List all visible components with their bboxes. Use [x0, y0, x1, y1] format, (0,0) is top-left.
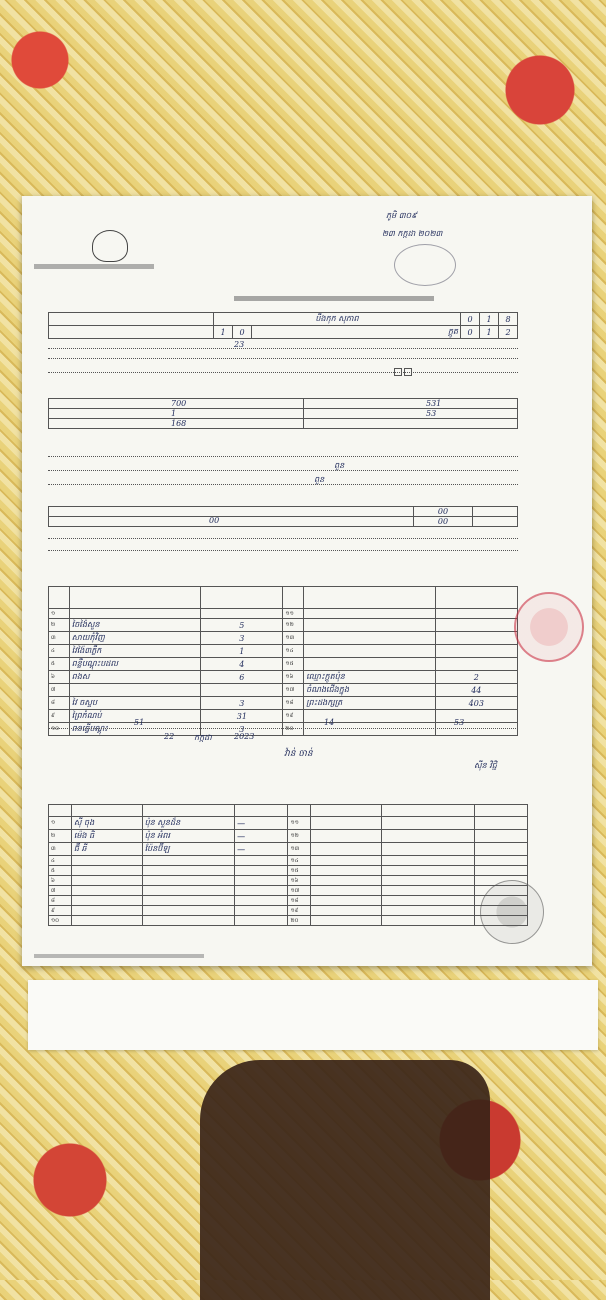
- code1-b: 1: [480, 313, 499, 326]
- row-num: ២: [49, 830, 72, 843]
- voters-table: [48, 398, 518, 429]
- s5-b: ប៉ែនប៊ីឡ: [142, 843, 235, 856]
- sign-month: កក្កដា: [194, 733, 212, 742]
- row-num: ១៧: [283, 684, 304, 697]
- s4-right-count: 2: [435, 671, 517, 684]
- row-num: ៣: [49, 843, 72, 856]
- row-num: ៦: [49, 671, 70, 684]
- row-num: ១១: [283, 609, 304, 619]
- hand-shadow: [200, 1060, 490, 1300]
- sum-2: 14: [324, 718, 335, 727]
- s4-count: 3: [201, 632, 283, 645]
- row-num: ៤: [49, 645, 70, 658]
- red-official-stamp: [514, 592, 584, 662]
- row-num: ១៦: [288, 876, 311, 886]
- paper-under-sheet: [28, 980, 598, 1050]
- s4-name: ពនធ្វើបណ្ដុះ: [69, 723, 201, 736]
- row-num: ១៥: [288, 866, 311, 876]
- s3-line: [48, 538, 518, 539]
- row-num: ២០: [283, 723, 304, 736]
- sum-1: 51: [134, 718, 145, 727]
- row-num: ១៨: [283, 697, 304, 710]
- s5-a: ម៉េង ធិ: [71, 830, 142, 843]
- row-num: ៥: [49, 866, 72, 876]
- row-num: ១៣: [283, 632, 304, 645]
- code1-a: 0: [461, 313, 480, 326]
- section4-table: [48, 586, 518, 736]
- row-num: ១៤: [288, 856, 311, 866]
- row-num: ៩: [49, 906, 72, 916]
- village-num-a: 1: [214, 326, 233, 339]
- s4-count: 3: [201, 697, 283, 710]
- s4-count: 5: [201, 619, 283, 632]
- row-num: ៩: [49, 710, 70, 723]
- sum-line: [48, 728, 518, 729]
- s4-count: 3: [201, 723, 283, 736]
- s5-b: ប៉ុន សួនដ៏ន: [142, 817, 235, 830]
- count-2: 00: [414, 517, 473, 527]
- row-num: ៨: [49, 896, 72, 906]
- row-num: ១៦: [283, 671, 304, 684]
- row-num: ១២: [283, 619, 304, 632]
- sign-day: 22: [164, 732, 175, 741]
- s4-right-count: 403: [435, 697, 517, 710]
- row-num: ២០: [288, 916, 311, 926]
- registered-b-left: 1: [171, 409, 177, 418]
- sum-3: 53: [454, 718, 465, 727]
- row-num: ៦: [49, 876, 72, 886]
- s4-count: 1: [201, 645, 283, 658]
- header-text-bar: [34, 264, 154, 269]
- total-voters: 700: [171, 399, 187, 408]
- s4-name: សាយភុំវិញ: [69, 632, 201, 645]
- row-num: ៧: [49, 886, 72, 896]
- gray-official-stamp: [480, 880, 544, 944]
- code2-c: 2: [499, 326, 518, 339]
- row-num: ១៨: [288, 896, 311, 906]
- row-num: ១២: [288, 830, 311, 843]
- ministry-logo: [92, 230, 128, 262]
- village-num-b: 0: [233, 326, 252, 339]
- row-num: ៨: [49, 697, 70, 710]
- row-num: ១៩: [288, 906, 311, 916]
- footer-text-bar: [34, 954, 204, 958]
- row-num: ១០: [49, 916, 72, 926]
- s2-line-1: [48, 348, 518, 349]
- registered-b-right: 53: [426, 409, 437, 418]
- s4-right-count: 44: [435, 684, 517, 697]
- s4-name: ពន្លឺបណ្ដុះបដល: [69, 658, 201, 671]
- result-line-2: ពួន: [314, 475, 325, 484]
- section3-table: 00 00 00: [48, 506, 518, 527]
- s4-right-name: ចំណងជើងក្នុង: [304, 684, 435, 697]
- s4-name: វៃ ចស្ទប: [69, 697, 201, 710]
- signature-2: ស៊ីន វិជ្ជិ: [474, 761, 497, 770]
- row-num: ១៩: [283, 710, 304, 723]
- s4-name: ចៃង៉ៃសួន: [69, 619, 201, 632]
- row-num: ១១: [288, 817, 311, 830]
- row-num: ១: [49, 609, 70, 619]
- result-line-1: ពួន: [334, 461, 345, 470]
- s5-a: ស៊ី ចុង: [71, 817, 142, 830]
- row-num: ៧: [49, 684, 70, 697]
- reason-box: ក្ដូត: [252, 326, 461, 339]
- code1-c: 8: [499, 313, 518, 326]
- s4-right-name: ឈ្មោះក្ដូតប៉ុន: [304, 671, 435, 684]
- s4-count: 6: [201, 671, 283, 684]
- date-line-value: 23: [234, 340, 245, 349]
- row-num: ១០: [49, 723, 70, 736]
- s5-a: ធ៊ី ឆី: [71, 843, 142, 856]
- row-num: ១: [49, 817, 72, 830]
- row-num: ៥: [49, 658, 70, 671]
- s2-line-6: [48, 484, 518, 485]
- handwritten-top-1: ភូមិ ៣០៩: [386, 211, 417, 220]
- registered-c: 168: [171, 419, 187, 428]
- count-1: 00: [414, 507, 473, 517]
- s2-line-2: [48, 358, 518, 359]
- s4-name: ព្រៃកំណប់: [69, 710, 201, 723]
- top-seal: [394, 244, 456, 286]
- s2-line-3: [48, 372, 518, 373]
- row-num: ១៥: [283, 658, 304, 671]
- code2-a: 0: [461, 326, 480, 339]
- row-num: ៤: [49, 856, 72, 866]
- row-num: ១៧: [288, 886, 311, 896]
- registered-a: 531: [426, 399, 442, 408]
- row-num: ៣: [49, 632, 70, 645]
- section1-table: [48, 312, 518, 339]
- form-sheet: [34, 208, 582, 968]
- s4-name: ពងស: [69, 671, 201, 684]
- s4-count: 4: [201, 658, 283, 671]
- row-num: ១៣: [288, 843, 311, 856]
- code2-b: 1: [480, 326, 499, 339]
- handwritten-top-2: ២៣ កក្កដា ២០២៣: [382, 229, 443, 238]
- section5-table: ១ ស៊ី ចុង ប៉ុន សួនដ៏ន — ១១ ២ ម៉េង ធិ ប៉ុន អំពរ — ១២ ៣ ធ៊ី ឆី ប៉ែនប៊ីឡ — ១៣ ៤ ១៤ ៥ ១៥ ៦ ១៦ ៧ ១៧ ៨ ១៨ ៩ ១៩ ១០ ២០: [48, 804, 528, 926]
- s5-b: ប៉ុន អំពរ: [142, 830, 235, 843]
- row-num: ២: [49, 619, 70, 632]
- s4-name: វៃង៉ៃ៣ភ្លឹក: [69, 645, 201, 658]
- s2-line-4: [48, 456, 518, 457]
- candidate-name: បឹងកុក សុភាព: [214, 313, 461, 326]
- signature-1: វ៉ាន់ ចាន់: [284, 749, 313, 759]
- sign-year: 2023: [234, 732, 255, 741]
- s3-line-2: [48, 550, 518, 551]
- checkbox-pair[interactable]: [394, 368, 412, 376]
- s4-count: 31: [201, 710, 283, 723]
- s4-right-name: ព្រះដងក្សត្រ: [304, 697, 435, 710]
- s2-line-5: [48, 470, 518, 471]
- row-num: ១៤: [283, 645, 304, 658]
- form-title-bar: [234, 296, 434, 301]
